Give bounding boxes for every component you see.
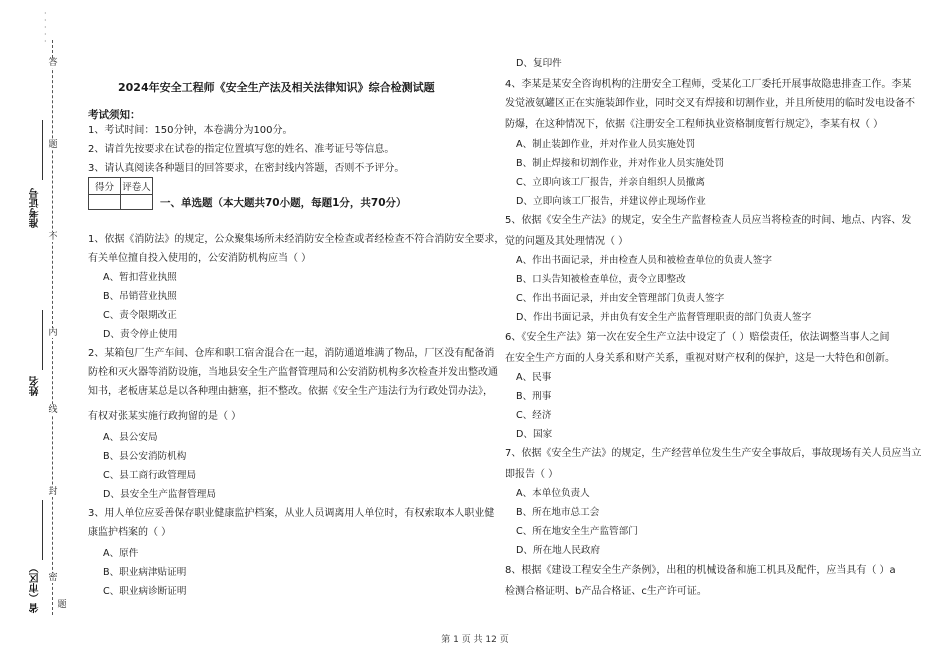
name-underline — [42, 310, 43, 370]
answer-option[interactable]: B、职业病津贴证明 — [103, 567, 187, 578]
exam-title: 2024年安全工程师《安全生产法及相关法律知识》综合检测试题 — [118, 81, 435, 94]
grader-label: 评卷人 — [121, 178, 153, 195]
question-text: 发觉液氨罐区正在实施装卸作业，同时交叉有焊接和切割作业，并且所使用的临时发电设备不 — [505, 98, 915, 109]
score-label: 得分 — [89, 178, 121, 195]
seal-char: 密 — [48, 573, 58, 583]
score-cell[interactable] — [89, 195, 121, 210]
question-text: 2、某箱包厂生产车间、仓库和职工宿舍混合在一起，消防通道堆满了物品，厂区没有配备消 — [88, 348, 495, 359]
binding-strip — [0, 0, 70, 671]
page-footer: 第 1 页 共 12 页 — [441, 635, 509, 645]
question-text: 8、根据《建设工程安全生产条例》，出租的机械设备和施工机具及配件，应当具有（ ）a — [505, 565, 896, 576]
answer-option[interactable]: B、刑事 — [516, 391, 552, 402]
question-text: 即报告（ ） — [505, 469, 559, 480]
question-text: 6、《安全生产法》第一次在安全生产立法中设定了（ ）赔偿责任，依法调整当事人之间 — [505, 332, 890, 343]
answer-option[interactable]: D、国家 — [516, 429, 553, 440]
answer-option[interactable]: B、制止焊接和切割作业，并对作业人员实施处罚 — [516, 158, 725, 169]
answer-option[interactable]: A、原件 — [103, 548, 139, 559]
answer-option[interactable]: C、作出书面记录，并由安全管理部门负责人签字 — [516, 293, 725, 304]
answer-option[interactable]: A、暂扣营业执照 — [103, 272, 177, 283]
answer-option[interactable]: C、所在地安全生产监管部门 — [516, 526, 638, 537]
notice-item: 3、请认真阅读各种题目的回答要求，在密封线内答题，否则不予评分。 — [88, 163, 405, 174]
answer-option[interactable]: D、责令停止使用 — [103, 329, 178, 340]
seal-char: 答 — [48, 58, 58, 68]
score-box — [88, 177, 153, 210]
question-text: 知书，老板唐某总是以各种理由搪塞，拒不整改。依据《安全生产违法行为行政处罚办法》， — [88, 386, 493, 397]
province-underline — [42, 500, 43, 560]
section-title: 一、单选题（本大题共70小题，每题1分，共70分） — [160, 197, 407, 209]
answer-option[interactable]: A、县公安局 — [103, 432, 158, 443]
answer-option[interactable]: C、立即向该工厂报告，并亲自组织人员撤离 — [516, 177, 705, 188]
exam-number-label: 准考证号 — [30, 188, 41, 228]
answer-option[interactable]: C、责令限期改正 — [103, 310, 177, 321]
notice-item: 2、请首先按要求在试卷的指定位置填写您的姓名、准考证号等信息。 — [88, 144, 395, 155]
seal-char: 题 — [57, 600, 67, 610]
answer-option[interactable]: D、所在地人民政府 — [516, 545, 601, 556]
answer-option[interactable]: D、复印件 — [516, 58, 562, 69]
answer-option[interactable]: D、作出书面记录，并由负有安全生产监督管理职责的部门负责人签字 — [516, 312, 812, 323]
seal-char: 封 — [48, 487, 58, 497]
province-label: 省（市区） — [30, 563, 41, 613]
answer-option[interactable]: C、经济 — [516, 410, 552, 421]
seal-char: 内 — [48, 328, 58, 338]
question-text: 觉的问题及其处理情况（ ） — [505, 236, 629, 247]
answer-option[interactable]: B、吊销营业执照 — [103, 291, 177, 302]
question-text: 康监护档案的（ ） — [88, 527, 172, 538]
question-text: 在安全生产方面的人身关系和财产关系，重视对财产权利的保护，这是一大特色和创新。 — [505, 353, 895, 364]
answer-option[interactable]: B、所在地市总工会 — [516, 507, 600, 518]
seal-char: 线 — [48, 405, 58, 415]
question-text: 3、用人单位应妥善保存职业健康监护档案，从业人员调离用人单位时，有权索取本人职业健 — [88, 508, 495, 519]
exam-no-underline — [42, 120, 43, 180]
question-text: 防栓和灭火器等消防设施，当地县安全生产监督管理局和公安消防机构多次检查并发出整改通 — [88, 367, 498, 378]
answer-option[interactable]: A、民事 — [516, 372, 552, 383]
question-text: 1、依据《消防法》的规定，公众聚集场所未经消防安全检查或者经检查不符合消防安全要求， — [88, 234, 505, 245]
answer-option[interactable]: A、作出书面记录，并由检查人员和被检查单位的负责人签字 — [516, 255, 772, 266]
grader-cell[interactable] — [121, 195, 153, 210]
notice-item: 1、考试时间：150分钟，本卷满分为100分。 — [88, 125, 293, 136]
answer-option[interactable]: A、本单位负责人 — [516, 488, 590, 499]
question-text: 检测合格证明、b产品合格证、c生产许可证。 — [505, 586, 707, 597]
answer-option[interactable]: B、县公安消防机构 — [103, 451, 187, 462]
seal-char: 题 — [48, 140, 58, 150]
question-text: 有关单位擅自投入使用的，公安消防机构应当（ ） — [88, 253, 312, 264]
question-text: 防爆，在这种情况下，依据《注册安全工程师执业资格制度暂行规定》，李某有权（ ） — [505, 119, 884, 130]
name-label: 姓名 — [30, 376, 41, 396]
question-text: 7、依据《安全生产法》的规定，生产经营单位发生生产安全事故后，事故现场有关人员应当立 — [505, 448, 922, 459]
answer-option[interactable]: A、制止装卸作业，并对作业人员实施处罚 — [516, 139, 696, 150]
answer-option[interactable]: C、县工商行政管理局 — [103, 470, 197, 481]
answer-option[interactable]: D、县安全生产监督管理局 — [103, 489, 216, 500]
seal-char: 不 — [48, 232, 58, 242]
question-text: 4、李某是某安全咨询机构的注册安全工程师，受某化工厂委托开展事故隐患排查工作。李某 — [505, 79, 912, 90]
question-text: 有权对张某实施行政拘留的是（ ） — [88, 411, 242, 422]
top-dots: · · · · · — [44, 9, 47, 46]
answer-option[interactable]: D、立即向该工厂报告，并建议停止现场作业 — [516, 196, 706, 207]
notice-heading: 考试须知： — [88, 109, 141, 121]
answer-option[interactable]: C、职业病诊断证明 — [103, 586, 187, 597]
question-text: 5、依据《安全生产法》的规定，安全生产监督检查人员应当将检查的时间、地点、内容、发 — [505, 215, 912, 226]
answer-option[interactable]: B、口头告知被检查单位，责令立即整改 — [516, 274, 686, 285]
